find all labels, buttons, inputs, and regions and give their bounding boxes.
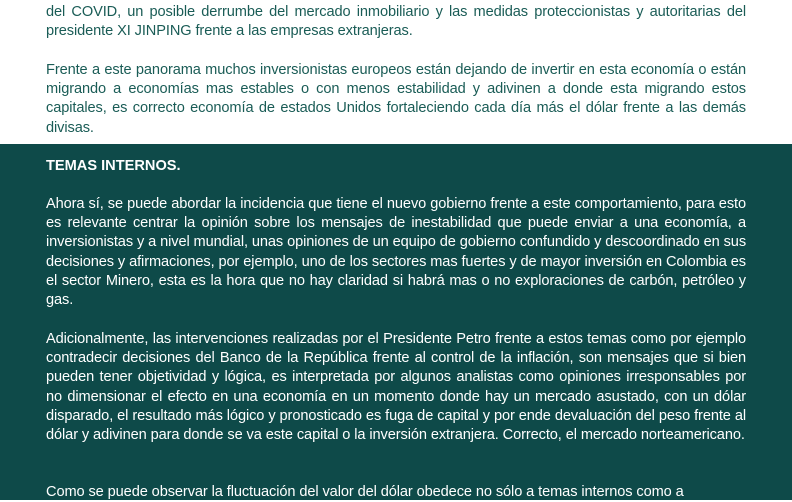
article-top-section: [0, 0, 792, 144]
article-paragraph-european-investors: Frente a este panorama muchos inversionistas europeos están dejando de invertir en esta economía o están migrando a economías mas estables o con menos estabilidad y adivinen a donde esta migrando estos capitales, es correcto economía de estados Unidos fortaleciendo cada día más el dólar frente a las demás divisas.: [46, 62, 746, 136]
article-paragraph-presidente-petro: Adicionalmente, las intervenciones realizadas por el Presidente Petro frente a estos temas como por ejemplo contradecir decisiones del Banco de la República frente al control de la inflación, son mensajes que si bien pueden tener objetividad y lógica, es interpretada por algunos analistas como opiniones irresponsables por no dimensionar el efecto en una economía en un momento donde hay un mercado asustado, con un dólar disparado, el resultado más lógico y pronosticado es fuga de capital y por ende devaluación del peso frente al dólar y adivinen para donde se va este capital o la inversión extranjera. Correcto, el mercado norteamericano.: [46, 331, 746, 444]
section-heading-temas-internos: TEMAS INTERNOS.: [46, 158, 181, 174]
article-paragraph-fluctuacion-dolar: Como se puede observar la fluctuación del valor del dólar obedece no sólo a temas internos como a: [46, 484, 684, 500]
article-paragraph-nuevo-gobierno: Ahora sí, se puede abordar la incidencia que tiene el nuevo gobierno frente a este comportamiento, para esto es relevante centrar la opinión sobre los mensajes de inestabilidad que puede enviar a una economía, a inversionistas y a nivel mundial, unas opiniones de un equipo de gobierno confundido y descoordinado en sus decisiones y afirmaciones, por ejemplo, uno de los sectores mas fuertes y de mayor inversión en Colombia es el sector Minero, esta es la hora que no hay claridad si habrá mas o no exploraciones de carbón, petróleo y gas.: [46, 196, 747, 309]
article-bottom-section: [0, 144, 792, 500]
article-paragraph-covid-continuation: del COVID, un posible derrumbe del mercado inmobiliario y las medidas proteccionistas y autoritarias del presidente XI JINPING frente a las empresas extranjeras.: [46, 4, 746, 40]
